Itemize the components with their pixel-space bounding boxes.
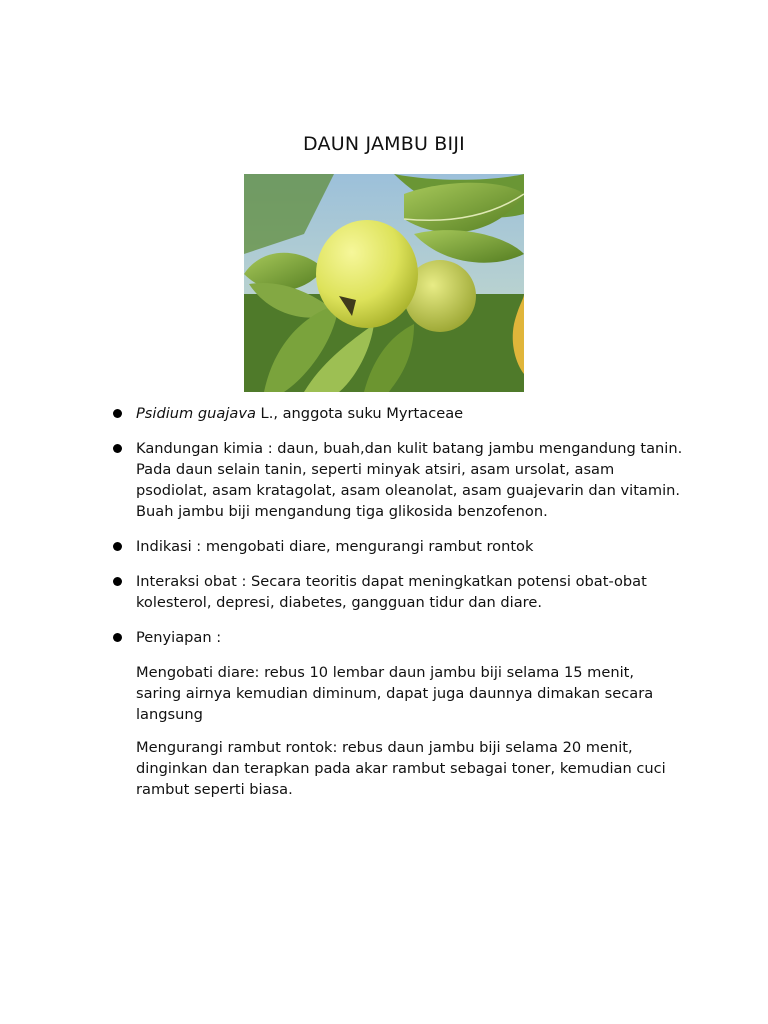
bullet-icon	[113, 633, 122, 642]
preparation-heading: Penyiapan :	[136, 629, 222, 646]
drug-interaction: Interaksi obat : Secara teoritis dapat meningkatkan potensi obat-obat kolesterol, depresi, diabetes, gangguan tidur dan diare.	[136, 573, 647, 611]
chemical-content: Kandungan kimia : daun, buah,dan kulit batang jambu mengandung tanin. Pada daun selain tanin, seperti minyak atsiri, asam ursolat, asam psodiolat, asam kratagolat, asam oleanolat, asam guajevarin dan vitamin. Buah jambu biji mengandung tiga glikosida benzofenon.	[136, 440, 683, 520]
indication: Indikasi : mengobati diare, mengurangi rambut rontok	[136, 538, 534, 555]
list-item	[0, 438, 684, 522]
bullet-icon	[113, 444, 122, 453]
guava-photo	[244, 174, 524, 392]
list-item	[0, 536, 684, 557]
list-item: Psidium guajava L., anggota suku Myrtaceae	[0, 403, 684, 424]
list-item	[0, 627, 684, 648]
species-name: Psidium guajava	[136, 405, 256, 422]
bullet-icon	[113, 542, 122, 551]
bullet-icon	[113, 577, 122, 586]
list-item	[0, 571, 684, 613]
document-body	[0, 403, 768, 812]
bullet-icon	[113, 409, 122, 418]
page-title: DAUN JAMBU BIJI	[303, 133, 465, 155]
preparation-diarrhea: Mengobati diare: rebus 10 lembar daun jambu biji selama 15 menit, saring airnya kemudian diminum, dapat juga daunnya dimakan secara langsung	[136, 664, 654, 723]
preparation-hair-loss: Mengurangi rambut rontok: rebus daun jambu biji selama 20 menit, dinginkan dan terapkan pada akar rambut sebagai toner, kemudian cuci rambut seperti biasa.	[136, 739, 666, 798]
